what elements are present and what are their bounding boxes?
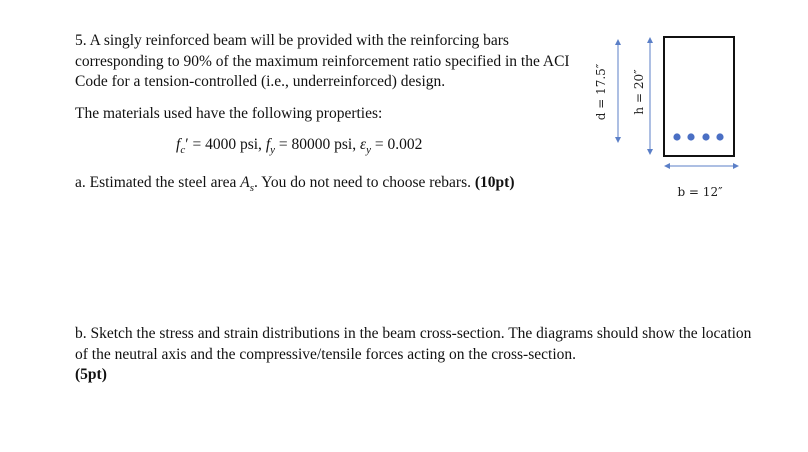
as-subscript: s (249, 182, 255, 195)
part-b-text: b. Sketch the stress and strain distributions in the beam cross-section. The diagrams should show the location of the neutral axis and the compressive/tensile forces acting on the cross-section. (75, 325, 752, 363)
fc-symbol: f (176, 136, 181, 153)
d-dimension-label: d = 17.5″ (594, 63, 608, 121)
materials-heading: The materials used have the following properties: (75, 105, 383, 122)
problem-statement (75, 31, 575, 93)
part-a-points: (10pt) (474, 174, 515, 191)
fc-subscript: c (180, 144, 186, 157)
ey-subscript: y (366, 144, 371, 157)
rebar-4 (716, 133, 723, 140)
ey-symbol: ε (359, 136, 367, 153)
part-a-suffix: . You do not need to choose rebars. (254, 174, 471, 191)
problem-number: 5. (75, 32, 87, 49)
fy-value: = 80000 psi, (278, 136, 357, 153)
part-a-prefix: a. Estimated the steel area (75, 174, 237, 191)
beam-cross-section-figure (585, 30, 755, 210)
part-a (75, 173, 514, 199)
fc-value: = 4000 psi, (192, 136, 262, 153)
rebar-3 (702, 133, 709, 140)
part-b (75, 324, 755, 386)
h-dimension-label: h = 20″ (632, 69, 646, 115)
rebar-2 (687, 133, 694, 140)
fy-subscript: y (270, 144, 276, 157)
part-b-points: (5pt) (75, 366, 107, 383)
ey-value: = 0.002 (374, 136, 423, 153)
rebar-1 (673, 133, 680, 140)
material-properties: $f_c' = 4000$ psi, $f_y = 80000$ psi, $\varepsilon_y = 0.002$ (176, 136, 423, 157)
b-dimension-label: b = 12″ (677, 185, 723, 199)
problem-intro-text: A singly reinforced beam will be provided with the reinforcing bars corresponding to 90% of the maximum reinforcement ratio specified in the ACI Code for a tension-controlled (i.e., underreinforced) design. (75, 32, 570, 90)
as-symbol: A (240, 174, 250, 191)
fy-symbol: f (265, 136, 271, 153)
